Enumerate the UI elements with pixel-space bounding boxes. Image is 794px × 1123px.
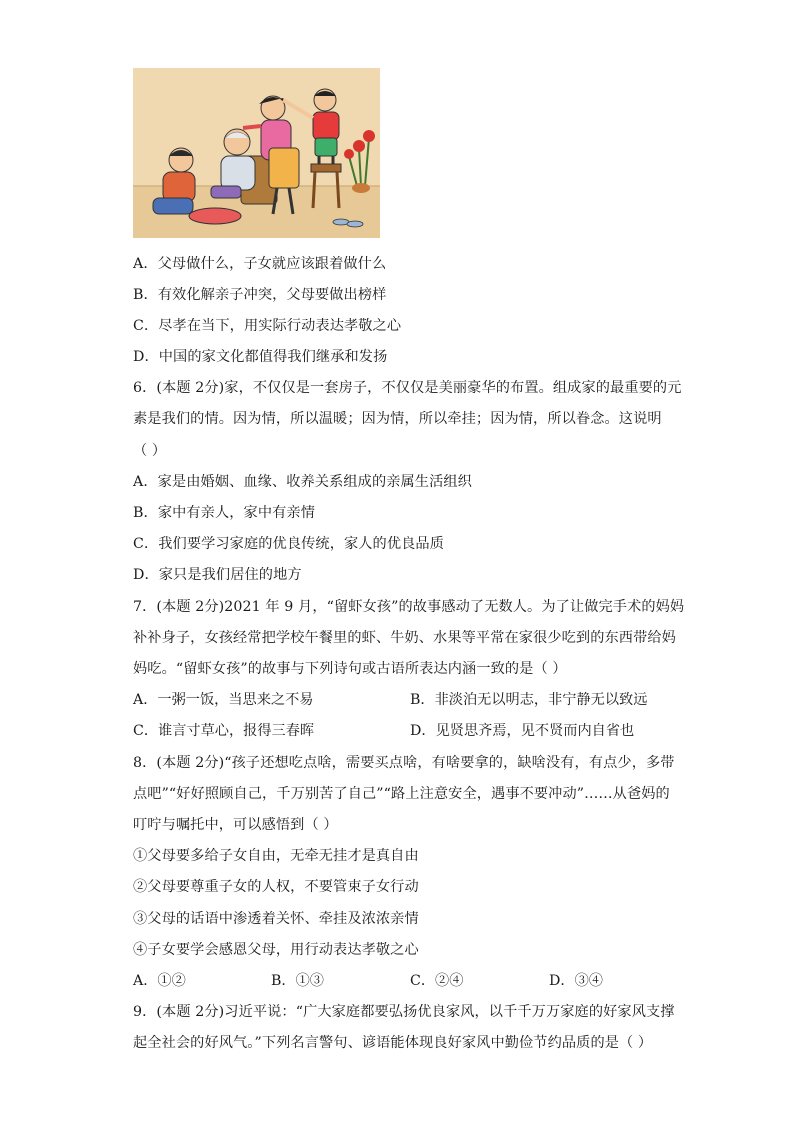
q7-stem-line-2: 补补身子，女孩经常把学校午餐里的虾、牛奶、水果等平常在家很少吃到的东西带给妈	[133, 630, 676, 646]
q8-option-a: A．①②	[133, 973, 186, 989]
q6-option-a: A．家是由婚姻、血缘、收养关系组成的亲属生活组织	[133, 474, 472, 490]
q7-option-d: D．见贤思齐焉，见不贤而内自省也	[410, 723, 635, 739]
q6-option-d: D．家只是我们居住的地方	[133, 567, 302, 583]
q8-option-c: C．②④	[410, 973, 464, 989]
q7-option-c: C．谁言寸草心，报得三春晖	[133, 723, 315, 739]
q9-stem-line-1: 9．(本题 2分)习近平说：“广大家庭都要弘扬优良家风，以千千万万家庭的好家风支撑	[133, 1004, 675, 1020]
q5-option-a: A．父母做什么，子女就应该跟着做什么	[133, 256, 387, 272]
q7-stem-line-3: 妈吃。“留虾女孩”的故事与下列诗句或古语所表达内涵一致的是（ ）	[133, 661, 567, 677]
q8-stem-line-2: 点吧”“好好照顾自己，千万别苦了自己”“路上注意安全，遇事不要冲动”……从爸妈的	[133, 786, 670, 802]
q9-stem-line-2: 起全社会的好风气。”下列名言警句、谚语能体现良好家风中勤俭节约品质的是（ ）	[133, 1035, 653, 1051]
q8-statement-4: ④子女要学会感恩父母，用行动表达孝敬之心	[133, 942, 419, 958]
q5-option-b: B．有效化解亲子冲突，父母要做出榜样	[133, 287, 387, 303]
q7-option-b: B．非淡泊无以明志，非宁静无以致远	[410, 692, 648, 708]
q8-stem-line-1: 8．(本题 2分)“孩子还想吃点啥，需要买点啥，有啥要拿的，缺啥没有，有点少，多带	[133, 755, 675, 771]
q6-stem-line-2: 素是我们的情。因为情，所以温暖；因为情，所以牵挂；因为情，所以眷念。这说明	[133, 411, 662, 427]
q8-options-row	[133, 971, 653, 991]
q7-stem-line-1: 7．(本题 2分)2021 年 9 月，“留虾女孩”的故事感动了无数人。为了让做完手术的妈妈	[133, 599, 685, 615]
q8-statement-2: ②父母要尊重子女的人权，不要管束子女行动	[133, 879, 419, 895]
q8-option-d: D．③④	[549, 973, 603, 989]
q8-statement-1: ①父母要多给子女自由，无牵无挂才是真自由	[133, 848, 419, 864]
q8-stem-line-3: 叮咛与嘱托中，可以感悟到（ ）	[133, 817, 338, 833]
q6-option-b: B．家中有亲人，家中有亲情	[133, 505, 315, 521]
q7-option-a: A．一粥一饭，当思来之不易	[133, 692, 314, 708]
q6-stem-line-1: 6．(本题 2分)家，不仅仅是一套房子，不仅仅是美丽豪华的布置。组成家的最重要的元	[133, 380, 682, 396]
q5-option-c: C．尽孝在当下，用实际行动表达孝敬之心	[133, 318, 402, 334]
q8-statement-3: ③父母的话语中渗透着关怀、牵挂及浓浓亲情	[133, 911, 419, 927]
q7-options-row-2	[133, 721, 653, 741]
q5-option-d: D．中国的家文化都值得我们继承和发扬	[133, 349, 388, 365]
q6-option-c: C．我们要学习家庭的优良传统，家人的优良品质	[133, 536, 444, 552]
cartoon-family-illustration	[133, 68, 380, 238]
q6-answer-blank: （ ）	[133, 443, 167, 459]
q7-options-row-1	[133, 690, 653, 710]
q8-option-b: B．①③	[271, 973, 324, 989]
